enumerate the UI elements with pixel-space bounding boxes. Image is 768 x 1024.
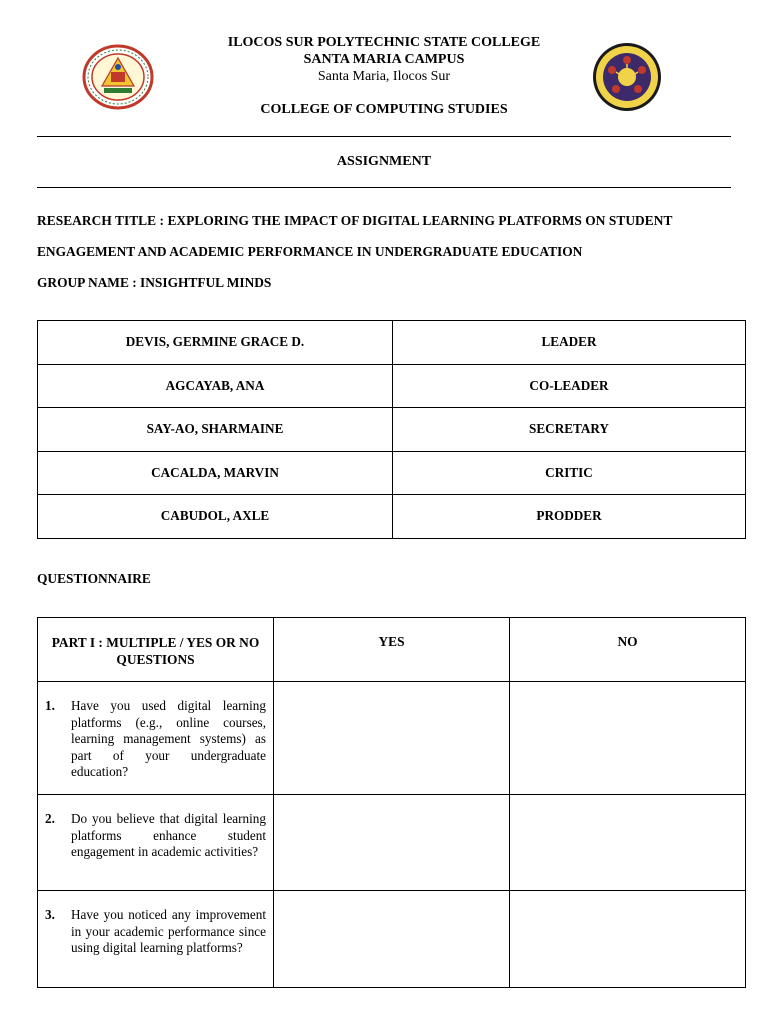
- member-role: CRITIC: [393, 451, 746, 495]
- question-cell: [38, 891, 274, 988]
- member-name: CABUDOL, AXLE: [38, 495, 393, 539]
- research-title-line-1: RESEARCH TITLE : EXPLORING THE IMPACT OF DIGITAL LEARNING PLATFORMS ON STUDENT: [37, 213, 673, 228]
- table-row: [38, 364, 746, 408]
- yes-header: YES: [274, 618, 510, 682]
- questionnaire-table: [37, 617, 746, 988]
- member-role: LEADER: [393, 321, 746, 365]
- member-name: CACALDA, MARVIN: [38, 451, 393, 495]
- member-role: SECRETARY: [393, 408, 746, 452]
- no-answer-cell[interactable]: [510, 891, 746, 988]
- question-number: 3.: [45, 907, 55, 922]
- table-row: [38, 408, 746, 452]
- table-row: [38, 682, 746, 795]
- no-answer-cell[interactable]: [510, 795, 746, 891]
- yes-answer-cell[interactable]: [274, 891, 510, 988]
- header-divider-bottom: [37, 187, 731, 188]
- institution-name: ILOCOS SUR POLYTECHNIC STATE COLLEGE: [227, 35, 541, 50]
- yes-answer-cell[interactable]: [274, 682, 510, 795]
- document-type: ASSIGNMENT: [336, 154, 432, 169]
- no-answer-cell[interactable]: [510, 682, 746, 795]
- question-cell: [38, 795, 274, 891]
- no-header: NO: [510, 618, 746, 682]
- question-text: Have you used digital learning platforms (e.g., online courses, learning management systems) as part of your undergraduate education?: [71, 698, 266, 779]
- table-row: [38, 795, 746, 891]
- question-number: 1.: [45, 698, 55, 713]
- header-divider-top: [37, 136, 731, 137]
- member-role: CO-LEADER: [393, 364, 746, 408]
- table-header-row: [38, 618, 746, 682]
- campus-name: SANTA MARIA CAMPUS: [303, 52, 465, 67]
- table-row: [38, 321, 746, 365]
- member-name: AGCAYAB, ANA: [38, 364, 393, 408]
- member-name: SAY-AO, SHARMAINE: [38, 408, 393, 452]
- research-title-line-2: ENGAGEMENT AND ACADEMIC PERFORMANCE IN UNDERGRADUATE EDUCATION: [37, 244, 583, 259]
- question-cell: [38, 682, 274, 795]
- questionnaire-heading: QUESTIONNAIRE: [37, 571, 151, 586]
- campus-location: Santa Maria, Ilocos Sur: [317, 69, 451, 84]
- question-number: 2.: [45, 811, 55, 826]
- question-text: Do you believe that digital learning platforms enhance student engagement in academic activities?: [71, 811, 266, 859]
- college-name: COLLEGE OF COMPUTING STUDIES: [260, 102, 508, 117]
- table-row: [38, 495, 746, 539]
- group-name: GROUP NAME : INSIGHTFUL MINDS: [37, 275, 272, 290]
- member-name: DEVIS, GERMINE GRACE D.: [38, 321, 393, 365]
- yes-answer-cell[interactable]: [274, 795, 510, 891]
- table-row: [38, 891, 746, 988]
- question-text: Have you noticed any improvement in your academic performance since using digital learning platforms?: [71, 907, 266, 955]
- member-role: PRODDER: [393, 495, 746, 539]
- part-header: PART I : MULTIPLE / YES OR NO QUESTIONS: [38, 618, 274, 682]
- members-table: [37, 320, 746, 539]
- table-row: [38, 451, 746, 495]
